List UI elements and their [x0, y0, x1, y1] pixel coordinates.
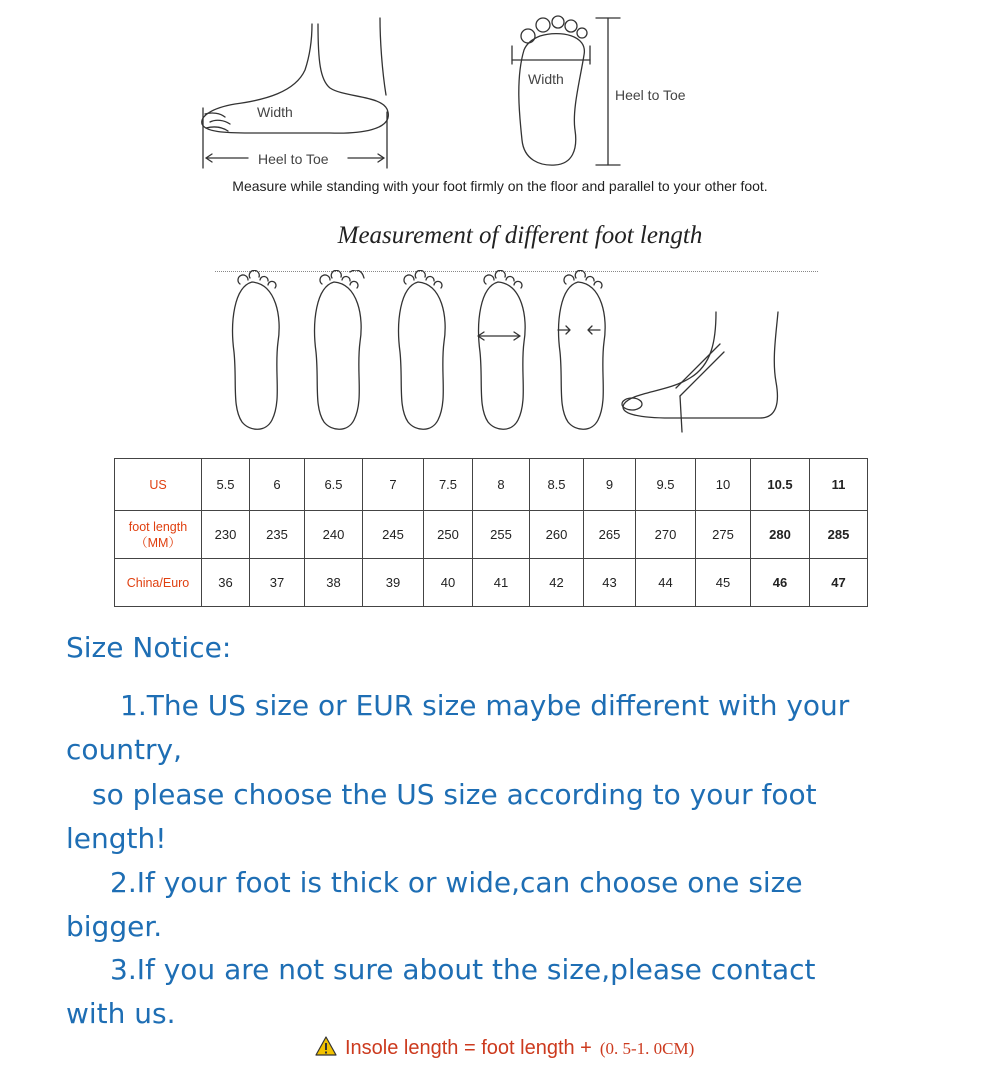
insole-formula [315, 1036, 694, 1060]
foot-length-cell: 280 [751, 511, 810, 559]
foot-length-cell: 230 [202, 511, 250, 559]
us-cell: 11 [810, 459, 868, 511]
us-cell: 8 [473, 459, 530, 511]
us-cell: 8.5 [530, 459, 584, 511]
notice-line-1: 1.The US size or EUR size maybe different with your [120, 689, 850, 722]
foot-length-cell: 250 [424, 511, 473, 559]
foot-length-cell: 275 [696, 511, 751, 559]
foot-length-cell: 245 [363, 511, 424, 559]
us-cell: 7 [363, 459, 424, 511]
china-euro-header [115, 559, 202, 607]
insole-tolerance: (0. 5-1. 0CM) [599, 1039, 695, 1058]
foot-length-header-text: foot length [128, 519, 188, 534]
foot-4 [478, 270, 525, 429]
china-euro-cell: 43 [584, 559, 636, 607]
insole-formula-text: Insole length = foot length + [345, 1037, 592, 1059]
notice-line-3: so please choose the US size according to your foot [92, 778, 817, 811]
top-width-label: Width [528, 71, 564, 87]
side-view-foot-illustration [202, 18, 389, 168]
side-heel-to-toe-label: Heel to Toe [258, 151, 329, 167]
foot-length-cell: 285 [810, 511, 868, 559]
foot-5 [558, 270, 605, 429]
us-header-text: US [149, 477, 167, 492]
china-euro-cell: 37 [250, 559, 305, 607]
foot-side-6 [622, 312, 778, 432]
china-euro-cell: 40 [424, 559, 473, 607]
foot-1 [233, 270, 280, 429]
us-header [115, 459, 202, 511]
china-euro-cell: 42 [530, 559, 584, 607]
us-cell: 6 [250, 459, 305, 511]
foot-3 [399, 270, 446, 429]
foot-length-cell: 255 [473, 511, 530, 559]
foot-length-unit-text: （MM） [135, 535, 181, 550]
side-width-label: Width [257, 104, 293, 120]
china-euro-row [115, 559, 868, 607]
top-heel-to-toe-label: Heel to Toe [615, 87, 686, 103]
measurement-title: Measurement of different foot length [337, 222, 703, 249]
foot-length-cell: 265 [584, 511, 636, 559]
foot-length-row [115, 511, 868, 559]
foot-length-cell: 240 [305, 511, 363, 559]
notice-line-6: bigger. [66, 910, 163, 943]
notice-line-4: length! [66, 822, 167, 855]
us-cell: 5.5 [202, 459, 250, 511]
foot-length-illustrations [0, 270, 1000, 440]
notice-line-7: 3.If you are not sure about the size,please contact [110, 953, 816, 986]
us-cell: 10.5 [751, 459, 810, 511]
foot-length-cell: 235 [250, 511, 305, 559]
measuring-instruction: Measure while standing with your foot firmly on the floor and parallel to your other foot. [232, 178, 768, 194]
foot-measuring-diagram [0, 0, 1000, 175]
foot-length-header [115, 511, 202, 559]
china-euro-cell: 47 [810, 559, 868, 607]
china-euro-cell: 44 [636, 559, 696, 607]
us-cell: 9 [584, 459, 636, 511]
foot-length-cell: 270 [636, 511, 696, 559]
notice-line-2: country, [66, 733, 182, 766]
china-euro-cell: 38 [305, 559, 363, 607]
top-view-foot-illustration [512, 16, 620, 165]
china-euro-cell: 39 [363, 559, 424, 607]
china-euro-cell: 46 [751, 559, 810, 607]
china-euro-cell: 36 [202, 559, 250, 607]
foot-length-cell: 260 [530, 511, 584, 559]
warning-triangle-icon [315, 1036, 337, 1056]
us-cell: 9.5 [636, 459, 696, 511]
notice-line-8: with us. [66, 997, 176, 1030]
us-cell: 10 [696, 459, 751, 511]
us-size-row [115, 459, 868, 511]
size-chart-table [114, 458, 868, 607]
us-cell: 6.5 [305, 459, 363, 511]
china-euro-header-text: China/Euro [126, 575, 190, 590]
size-notice-title: Size Notice: [66, 631, 232, 664]
foot-2 [315, 270, 364, 429]
china-euro-cell: 41 [473, 559, 530, 607]
china-euro-cell: 45 [696, 559, 751, 607]
notice-line-5: 2.If your foot is thick or wide,can choose one size [110, 866, 803, 899]
us-cell: 7.5 [424, 459, 473, 511]
